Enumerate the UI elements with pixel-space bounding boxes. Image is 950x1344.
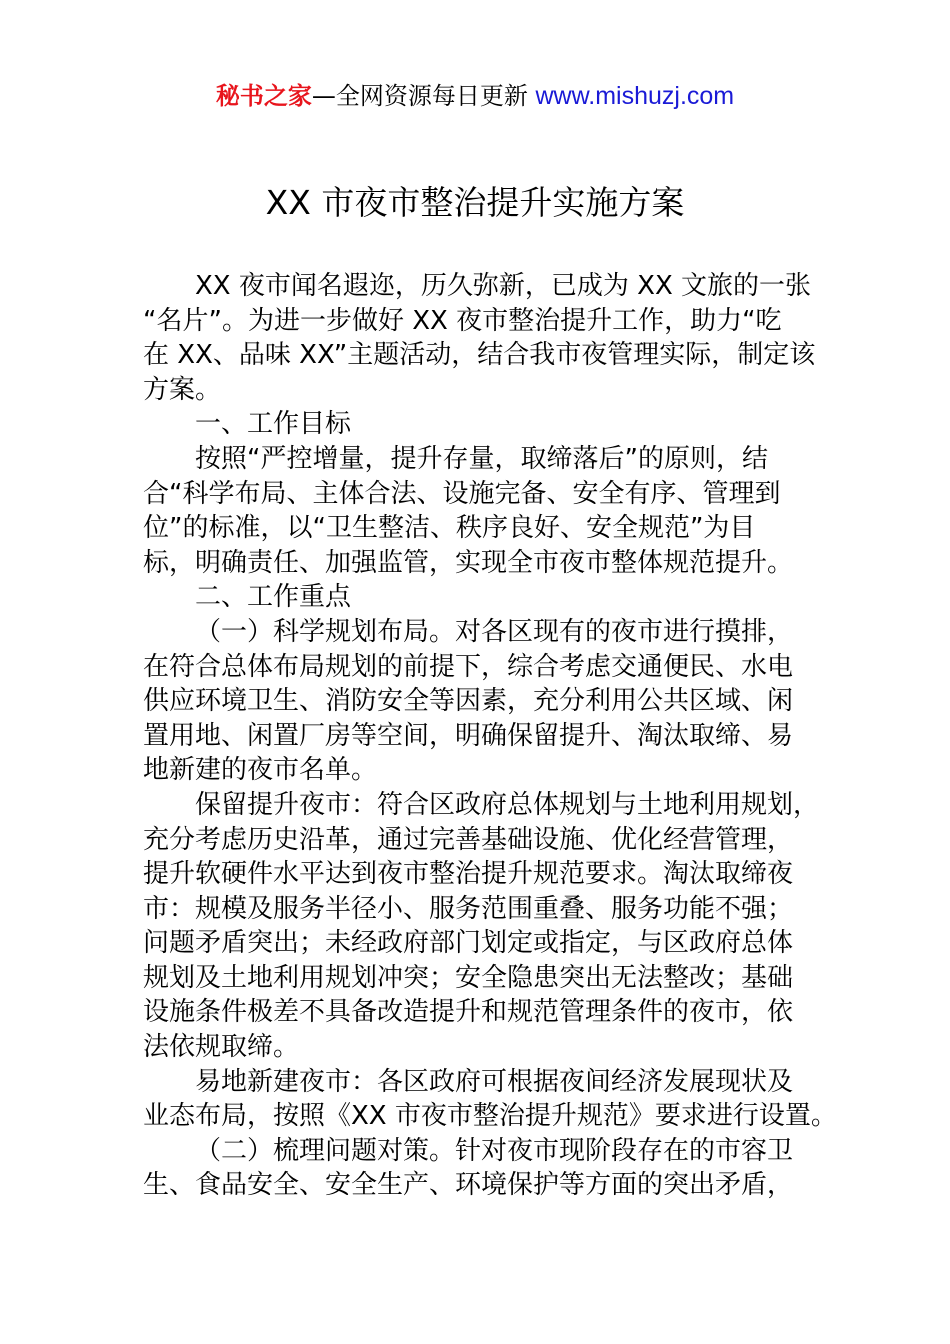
body-line: 问题矛盾突出；未经政府部门划定或指定，与区政府总体 [143, 928, 794, 959]
body-line: 易地新建夜市：各区政府可根据夜间经济发展现状及 [195, 1066, 794, 1097]
body-line: 按照“严控增量，提升存量，取缔落后”的原则，结 [195, 443, 768, 474]
body-line: 法依规取缔。 [143, 1032, 300, 1063]
body-line: XX 夜市闻名遐迩，历久弥新，已成为 XX 文旅的一张 [195, 271, 812, 301]
body-line: 一、工作目标 [195, 409, 352, 440]
body-line: 位”的标准，以“卫生整洁、秩序良好、安全规范”为目 [143, 513, 756, 544]
body-line: 在 XX、品味 XX”主题活动，结合我市夜管理实际，制定该 [143, 340, 816, 371]
body-line: 标，明确责任、加强监管，实现全市夜市整体规范提升。 [143, 547, 794, 578]
document-title: XX 市夜市整治提升实施方案 [265, 183, 685, 222]
body-line: 方案。 [143, 374, 222, 405]
body-line: 提升软硬件水平达到夜市整治提升规范要求。淘汰取缔夜 [143, 859, 794, 890]
body-line: 生、食品安全、安全生产、环境保护等方面的突出矛盾， [143, 1170, 794, 1201]
body-line: 规划及土地利用规划冲突；安全隐患突出无法整改；基础 [143, 962, 794, 993]
body-line: 置用地、闲置厂房等空间，明确保留提升、淘汰取缔、易 [143, 720, 794, 751]
body-line: “名片”。为进一步做好 XX 夜市整治提升工作，助力“吃 [143, 305, 782, 336]
body-line: （一）科学规划布局。对各区现有的夜市进行摸排， [195, 616, 794, 647]
body-line: 市：规模及服务半径小、服务范围重叠、服务功能不强； [143, 893, 794, 924]
body-line: 合“科学布局、主体合法、设施完备、安全有序、管理到 [143, 478, 781, 509]
site-url-link[interactable]: www.mishuzj.com [535, 82, 735, 110]
body-line: （二）梳理问题对策。针对夜市现阶段存在的市容卫 [195, 1135, 794, 1166]
body-line: 地新建的夜市名单。 [143, 755, 378, 786]
document-body [143, 269, 843, 1203]
site-brand: 秘书之家 [215, 82, 312, 110]
body-line: 二、工作重点 [195, 582, 352, 613]
body-line: 业态布局，按照《XX 市夜市整治提升规范》要求进行设置。 [143, 1101, 837, 1132]
body-line: 充分考虑历史沿革，通过完善基础设施、优化经营管理， [143, 824, 794, 855]
body-line: 设施条件极差不具备改造提升和规范管理条件的夜市，依 [143, 997, 794, 1028]
body-line: 供应环境卫生、消防安全等因素，充分利用公共区域、闲 [143, 686, 794, 717]
site-tagline: —全网资源每日更新 [311, 82, 536, 110]
body-line: 在符合总体布局规划的前提下，综合考虑交通便民、水电 [143, 651, 794, 682]
site-header [0, 80, 950, 112]
body-line: 保留提升夜市：符合区政府总体规划与土地利用规划， [195, 789, 820, 820]
